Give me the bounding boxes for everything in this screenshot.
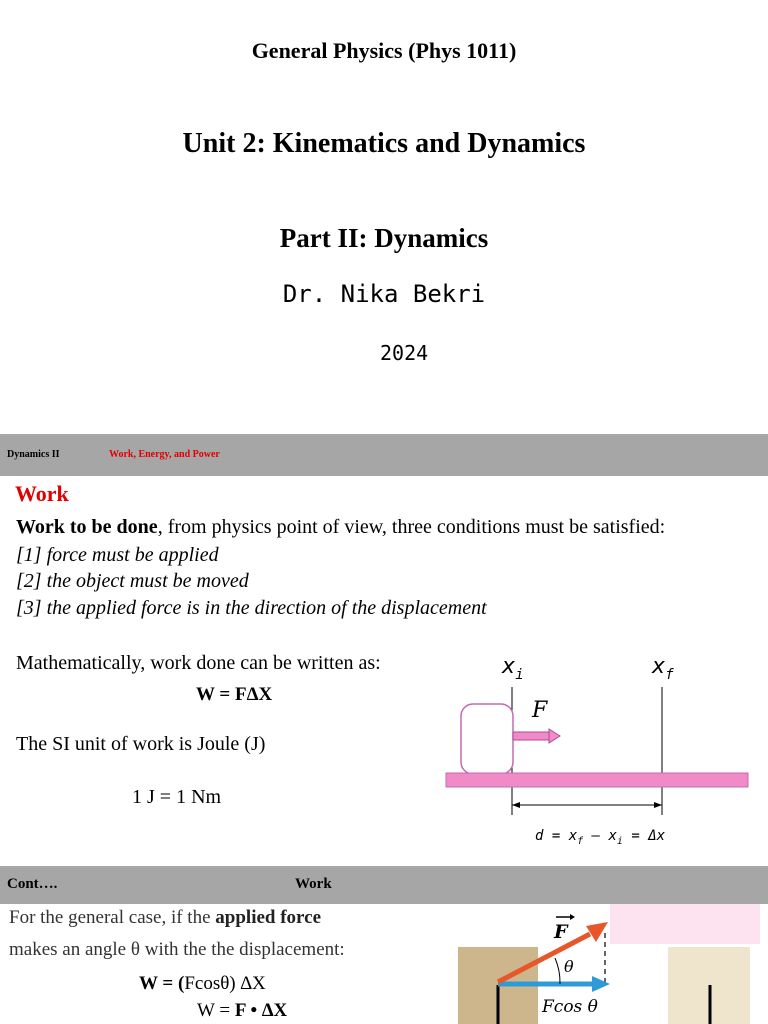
- intro-bold: Work to be done: [16, 516, 158, 538]
- theta-label: θ: [564, 957, 574, 976]
- distance-arrow-right: [654, 802, 662, 808]
- general-case-line-1: [9, 907, 321, 929]
- angled-force-diagram: [440, 900, 768, 1024]
- force-label: F: [532, 698, 548, 723]
- general-case-line-2: makes an angle θ with the the displacement:: [9, 939, 345, 960]
- work-formula-dot: [197, 1000, 287, 1022]
- si-unit-text: The SI unit of work is Joule (J): [16, 733, 266, 755]
- section-title: Work: [15, 481, 69, 506]
- force-vector-head: [586, 922, 608, 942]
- formula-dot-body: F • ∆X: [234, 1000, 288, 1021]
- condition-3: [3] the applied force is in the direction of the displacement: [16, 597, 487, 619]
- unit-title: Unit 2: Kinematics and Dynamics: [182, 128, 586, 159]
- block: [461, 704, 513, 774]
- slide-header-left: Dynamics II: [7, 449, 60, 460]
- part-title: Part II: Dynamics: [279, 223, 489, 253]
- force-arrow-shaft: [513, 732, 549, 740]
- work-formula: W = FΔX: [196, 684, 273, 705]
- work-formula-cos: [139, 973, 266, 995]
- slide-header-left-2: Cont….: [7, 876, 58, 892]
- condition-2: [2] the object must be moved: [16, 570, 249, 592]
- distance-label: $d = x_f - x_i = \Delta x$: [535, 828, 666, 847]
- formula-paren: (: [177, 973, 185, 994]
- distance-arrow-left: [512, 802, 520, 808]
- formula-w-2: W =: [197, 1000, 235, 1021]
- year-label: 2024: [380, 341, 429, 365]
- applied-force-bold: applied force: [215, 907, 322, 928]
- course-title: General Physics (Phys 1011): [251, 38, 517, 63]
- component-label: Fcos θ: [542, 997, 598, 1017]
- slide-header-right: Work, Energy, and Power: [109, 449, 220, 460]
- xi-label: $x_i$: [502, 654, 524, 683]
- vector-bar-head: [570, 914, 575, 920]
- condition-1: [1] force must be applied: [16, 544, 219, 566]
- component-arrow-head: [592, 976, 610, 992]
- joule-definition: 1 J = 1 Nm: [132, 786, 222, 808]
- conditions-intro: [16, 516, 665, 539]
- math-text: Mathematically, work done can be written as:: [16, 652, 381, 674]
- intro-rest: , from physics point of view, three conditions must be satisfied:: [157, 516, 666, 538]
- slide-header-right-2: Work: [295, 876, 332, 892]
- formula-w: W =: [139, 973, 178, 994]
- force-vector-label: F: [554, 921, 568, 943]
- work-displacement-diagram: [440, 645, 760, 850]
- angle-arc: [555, 958, 560, 984]
- pink-highlight: [610, 904, 760, 944]
- force-arrow-head: [549, 729, 560, 743]
- author-name: Dr. Nika Bekri: [282, 280, 486, 308]
- slide-header-bar-2: [0, 866, 768, 904]
- general-case-text: For the general case, if the: [9, 907, 216, 928]
- formula-cos-body: Fcosθ) ∆X: [184, 973, 266, 994]
- xf-label: $x_f$: [652, 654, 674, 683]
- surface-bar: [446, 773, 748, 787]
